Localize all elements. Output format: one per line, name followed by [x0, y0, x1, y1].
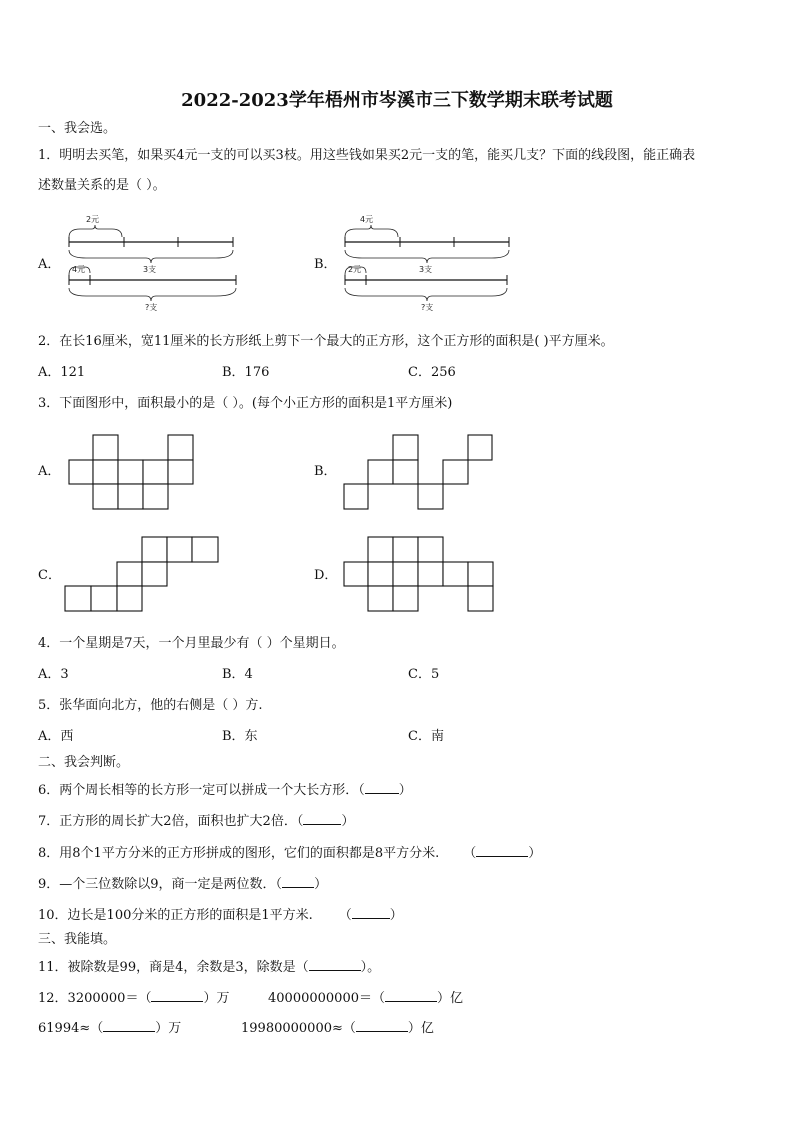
question-6-text: 6．两个周长相等的长方形一定可以拼成一个大长方形．: [38, 783, 359, 798]
question-4-option-c: C．5: [408, 667, 440, 682]
diagram-b-bottom-label: ?支: [421, 303, 434, 312]
question-5-option-b: B．东: [222, 729, 258, 744]
diagram-b-top-label: 4元: [360, 215, 374, 224]
question-12-part-2: 40000000000＝（ ）亿: [268, 991, 464, 1006]
question-3-option-d-label: D．: [314, 568, 338, 583]
question-7-text: 7．正方形的周长扩大2倍，面积也扩大2倍．: [38, 814, 297, 829]
question-6: 6．两个周长相等的长方形一定可以拼成一个大长方形．（ ）: [38, 783, 412, 798]
question-2-option-a: A．121: [38, 365, 86, 380]
section-heading-choice: 一、我会选。: [38, 121, 117, 136]
question-4-option-b: B．4: [222, 667, 253, 682]
question-8: 8．用8个1平方分米的正方形拼成的图形，它们的面积都是8平方分米. （ ）: [38, 846, 542, 861]
line-segment-diagram-b: [342, 210, 512, 315]
answer-blank[interactable]: [356, 1019, 408, 1032]
question-1-option-b-label: B．: [314, 257, 337, 272]
question-2-option-b: B．176: [222, 365, 270, 380]
square-grid-figure-c: [64, 536, 222, 614]
answer-blank[interactable]: [385, 989, 437, 1002]
question-12-part-4: 19980000000≈（ ）亿: [241, 1021, 434, 1036]
diagram-a-top-label: 2元: [86, 215, 100, 224]
square-grid-figure-b: [343, 434, 495, 512]
question-10-text: 10．边长是100分米的正方形的面积是1平方米.: [38, 908, 313, 923]
answer-blank[interactable]: [151, 989, 203, 1002]
question-7: 7．正方形的周长扩大2倍，面积也扩大2倍．（ ）: [38, 814, 355, 829]
answer-blank[interactable]: [103, 1019, 155, 1032]
question-3-option-c-label: C．: [38, 568, 61, 583]
question-5-option-c: C．南: [408, 729, 444, 744]
answer-blank[interactable]: [309, 958, 361, 971]
diagram-b-low-label: 2元: [348, 265, 362, 274]
square-grid-figure-d: [343, 536, 497, 614]
question-4-option-a: A．3: [38, 667, 69, 682]
answer-blank[interactable]: [352, 906, 390, 919]
answer-blank[interactable]: [476, 844, 528, 857]
question-12-part-3: 61994≈（ ）万: [38, 1021, 182, 1036]
page-title: 2022-2023学年梧州市岑溪市三下数学期末联考试题: [181, 90, 613, 111]
square-grid-figure-a: [68, 434, 198, 512]
question-10: 10．边长是100分米的正方形的面积是1平方米. （ ）: [38, 908, 403, 923]
question-9-text: 9．—个三位数除以9，商一定是两位数．: [38, 877, 276, 892]
diagram-b-mid-label: 3支: [419, 265, 433, 274]
answer-blank[interactable]: [365, 781, 399, 794]
diagram-a-bottom-label: ?支: [145, 303, 158, 312]
section-heading-judge: 二、我会判断。: [38, 755, 130, 770]
question-3-option-b-label: B．: [314, 464, 337, 479]
question-3-text: 3．下面图形中，面积最小的是（ ）。(每个小正方形的面积是1平方厘米): [38, 396, 453, 411]
answer-blank[interactable]: [282, 875, 314, 888]
question-1-line-2: 述数量关系的是（ ）。: [38, 178, 166, 193]
diagram-a-mid-label: 3支: [143, 265, 157, 274]
answer-blank[interactable]: [303, 812, 341, 825]
line-segment-diagram-a: [66, 210, 236, 315]
question-3-option-a-label: A．: [38, 464, 61, 479]
question-8-text: 8．用8个1平方分米的正方形拼成的图形，它们的面积都是8平方分米.: [38, 846, 440, 861]
question-5-text: 5．张华面向北方，他的右侧是（ ）方.: [38, 698, 263, 713]
question-11-text: 11．被除数是99，商是4，余数是3，除数是: [38, 960, 296, 975]
section-heading-fill: 三、我能填。: [38, 932, 117, 947]
question-5-option-a: A．西: [38, 729, 74, 744]
question-2-text: 2．在长16厘米，宽11厘米的长方形纸上剪下一个最大的正方形，这个正方形的面积是( )平方厘米。: [38, 334, 614, 349]
diagram-a-low-label: 4元: [72, 265, 86, 274]
question-2-option-c: C．256: [408, 365, 456, 380]
question-11: 11．被除数是99，商是4，余数是3，除数是（ ）。: [38, 960, 381, 975]
question-1-line-1: 1．明明去买笔，如果买4元一支的可以买3枝。用这些钱如果买2元一支的笔，能买几支？下面的线段图，能正确表: [38, 148, 696, 163]
question-1-option-a-label: A．: [38, 257, 61, 272]
question-9: 9．—个三位数除以9，商一定是两位数．（ ）: [38, 877, 328, 892]
question-12-part-1: 12．3200000＝（ ）万: [38, 991, 230, 1006]
question-4-text: 4．一个星期是7天，一个月里最少有（ ）个星期日。: [38, 636, 345, 651]
